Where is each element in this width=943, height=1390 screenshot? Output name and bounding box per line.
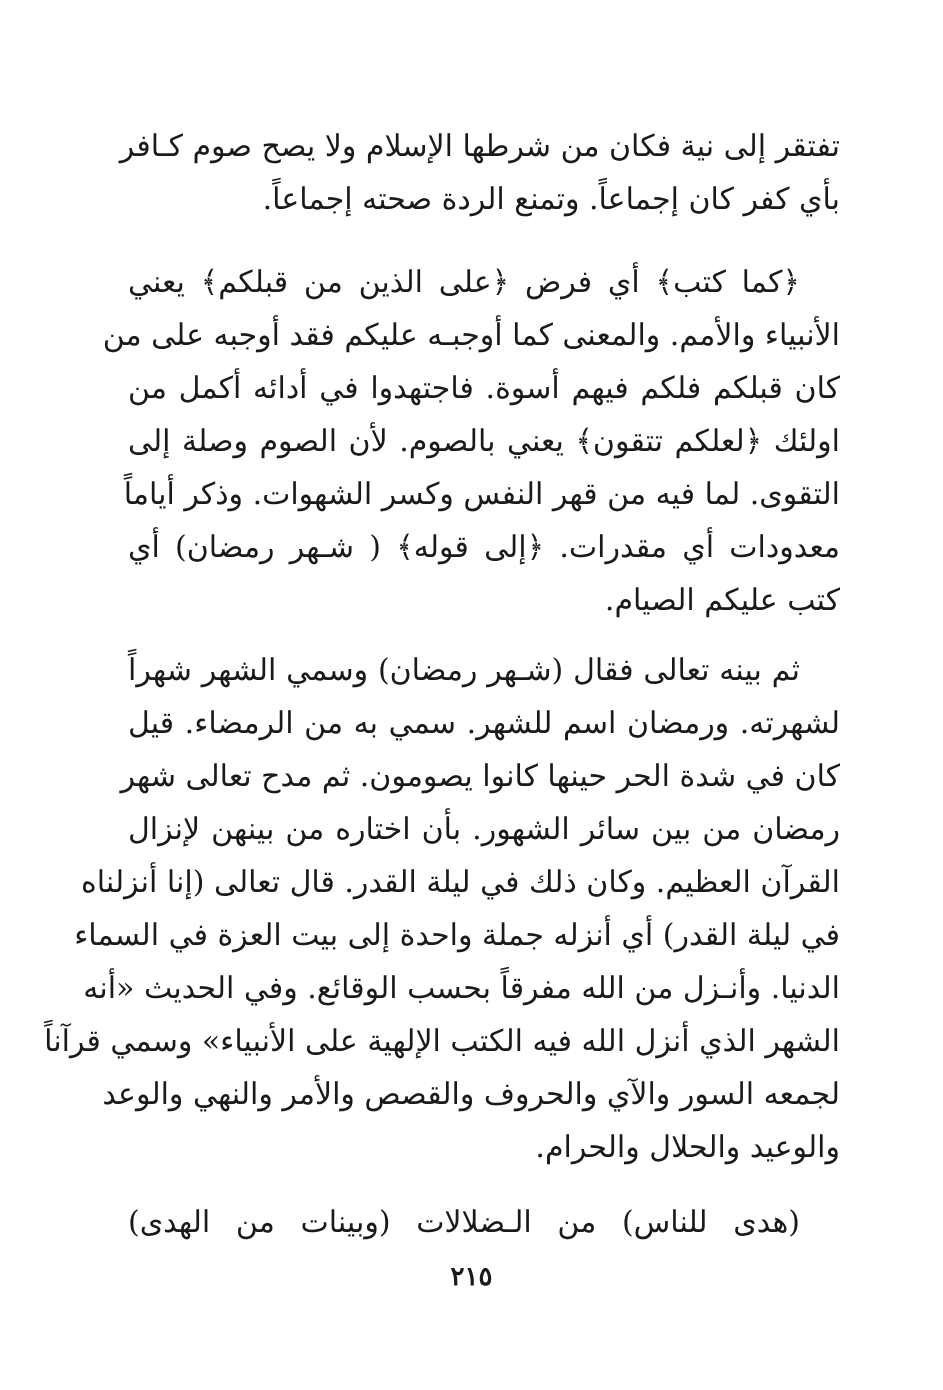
paragraph-2: [102, 256, 840, 627]
text-line: في ليلة القدر) أي أنزله جملة واحدة إلى بيت العزة في السماء: [74, 918, 840, 953]
text-line: كان في شدة الحر حينها كانوا يصومون. ثم مدح تعالى شهر: [120, 759, 840, 794]
text-line: الشهر الذي أنزل الله فيه الكتب الإلهية على الأنبياء» وسمي قرآناً: [44, 1024, 840, 1059]
text-line: لشهرته. ورمضان اسم للشهر. سمي به من الرمضاء. قيل: [128, 706, 840, 741]
text-line: تفتقر إلى نية فكان من شرطها الإسلام ولا يصح صوم كـافر: [119, 129, 840, 164]
text-line: (هدى للناس) من الـضلالات (وبينات من الهدى): [128, 1205, 800, 1240]
text-line: كتب عليكم الصيام.: [604, 583, 840, 618]
text-line: والوعيد والحلال والحرام.: [535, 1130, 840, 1165]
text-line: رمضان من بين سائر الشهور. بأن اختاره من بينهن لإنزال: [128, 812, 840, 847]
text-line: بأي كفر كان إجماعاً. وتمنع الردة صحته إجماعاً.: [262, 182, 840, 217]
text-line: معدودات أي مقدرات. ﴿إلى قوله﴾ ( شـهر رمضان) أي: [128, 530, 840, 565]
paragraph-3: [44, 644, 840, 1174]
paragraph-1: [119, 120, 840, 226]
text-line: اولئك ﴿لعلكم تتقون﴾ يعني بالصوم. لأن الصوم وصلة إلى: [128, 424, 840, 459]
text-line: لجمعه السور والآي والحروف والقصص والأمر والنهي والوعد: [102, 1077, 840, 1112]
text-line: التقوى. لما فيه من قهر النفس وكسر الشهوات. وذكر أياماً: [123, 477, 840, 512]
text-line: القرآن العظيم. وكان ذلك في ليلة القدر. قال تعالى (إنا أنزلناه: [81, 865, 840, 900]
text-line: كان قبلكم فلكم فيهم أسوة. فاجتهدوا في أدائه أكمل من: [128, 371, 840, 406]
text-line: ﴿كما كتب﴾ أي فرض ﴿على الذين من قبلكم﴾ يعني: [128, 265, 800, 300]
text-line: الأنبياء والأمم. والمعنى كما أوجبـه عليكم فقد أوجبه على من: [102, 318, 840, 353]
paragraph-4: [128, 1196, 840, 1249]
text-line: الدنيا. وأنـزل من الله مفرقاً بحسب الوقائع. وفي الحديث «أنه: [83, 971, 840, 1006]
text-line: ثم بينه تعالى فقال (شـهر رمضان) وسمي الشهر شهراً: [128, 653, 800, 688]
page-number: ٢١٥: [450, 1262, 493, 1292]
